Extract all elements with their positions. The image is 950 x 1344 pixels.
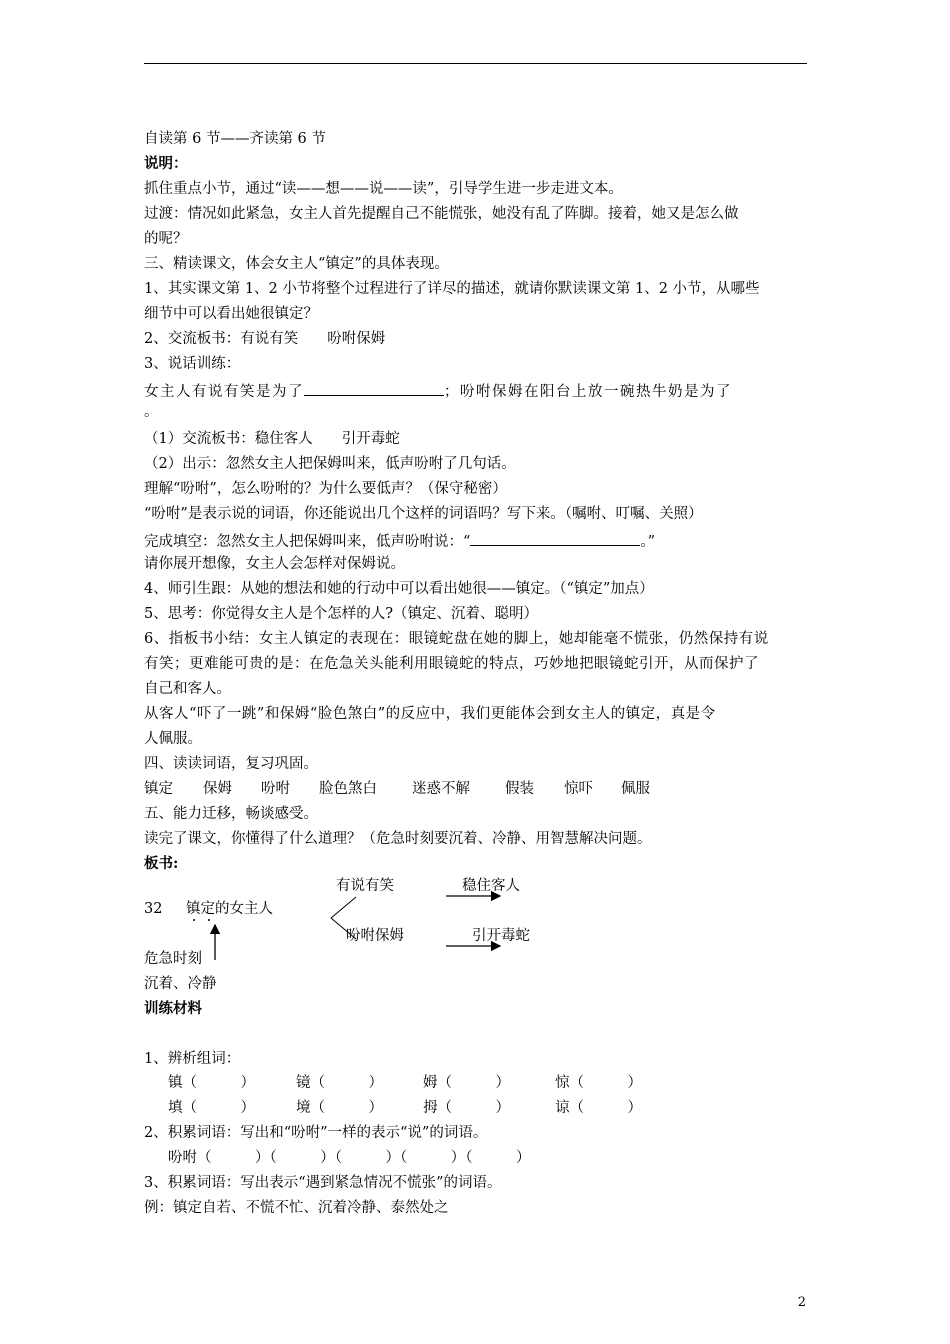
vocab-word: 佩服 xyxy=(621,781,650,797)
board-bottom-right: 引开毒蛇 xyxy=(472,928,530,944)
word-item: 境（ ） xyxy=(296,1100,383,1116)
text-line: 2、交流板书：有说有笑 吩咐保姆 xyxy=(144,331,386,347)
section-label-explanation: 说明： xyxy=(144,155,188,172)
text-line: 自读第 6 节——齐读第 6 节 xyxy=(144,131,326,147)
text-line: 。 xyxy=(144,404,159,420)
page-number: 2 xyxy=(797,1295,806,1310)
word-item: 惊（ ） xyxy=(555,1075,642,1091)
text-line: 人佩服。 xyxy=(144,731,202,747)
section-heading: 四、读读词语，复习巩固。 xyxy=(144,756,318,772)
question-1: 1、辨析组词： xyxy=(144,1051,241,1067)
section-label-board: 板书: xyxy=(144,855,179,872)
text-line: 自己和客人。 xyxy=(144,681,231,697)
vocab-word: 迷惑不解 xyxy=(412,781,470,797)
text-line: 3、说话训练： xyxy=(144,356,241,372)
fill-text-1: 女主人有说有笑是为了 xyxy=(144,384,304,400)
text-line: 有笑；更难能可贵的是：在危急关头能利用眼镜蛇的特点，巧妙地把眼镜蛇引开，从而保护了 xyxy=(144,656,759,672)
text-line: 过渡：情况如此紧急，女主人首先提醒自己不能慌张，她没有乱了阵脚。接着，她又是怎么做 xyxy=(144,206,739,222)
text-line: 抓住重点小节，通过“读——想——说——读”，引导学生进一步走进文本。 xyxy=(144,181,623,197)
vocab-word: 脸色煞白 xyxy=(319,781,377,797)
word-item: 姆（ ） xyxy=(423,1075,510,1091)
question-3-example: 例：镇定自若、不慌不忙、沉着冷静、泰然处之 xyxy=(144,1200,449,1216)
vocab-word: 镇定 xyxy=(144,781,173,797)
branch-line-up xyxy=(331,897,356,918)
text-line: 读完了课文，你懂得了什么道理？（危急时刻要沉着、冷静、用智慧解决问题。 xyxy=(144,831,652,847)
text-line: （1）交流板书：稳住客人 引开毒蛇 xyxy=(144,431,400,447)
text-line: 1、其实课文第 1、2 小节将整个过程进行了详尽的描述，就请你默读课文第 1、2 小节，从哪些 xyxy=(144,281,760,297)
fill-text-4: 。” xyxy=(640,534,656,550)
text-line: 5、思考：你觉得女主人是个怎样的人?（镇定、沉着、聪明） xyxy=(144,606,538,622)
board-bottom-left: 吩咐保姆 xyxy=(346,928,404,944)
text-line: 4、师引生跟：从她的想法和她的行动中可以看出她很——镇定。（“镇定”加点） xyxy=(144,581,654,597)
vocab-word: 假装 xyxy=(505,781,534,797)
branch-line-down xyxy=(331,918,356,939)
text-line: 的呢？ xyxy=(144,231,188,247)
question-3: 3、积累词语：写出表示“遇到紧急情况不慌张”的词语。 xyxy=(144,1175,502,1191)
word-item: 拇（ ） xyxy=(423,1100,510,1116)
word-item: 谅（ ） xyxy=(555,1100,642,1116)
word-item: 镜（ ） xyxy=(296,1075,383,1091)
vocab-word: 惊吓 xyxy=(564,781,593,797)
text-line: 6、指板书小结：女主人镇定的表现在：眼镜蛇盘在她的脚上，她却能毫不慌张，仍然保持有说 xyxy=(144,631,769,647)
word-item: 填（ ） xyxy=(168,1100,255,1116)
section-heading: 五、能力迁移，畅谈感受。 xyxy=(144,806,318,822)
text-line: 从客人“吓了一跳”和保姆“脸色煞白”的反应中，我们更能体会到女主人的镇定，真是令 xyxy=(144,706,716,722)
board-title: 镇定的女主人 xyxy=(186,901,273,917)
word-item: 镇（ ） xyxy=(168,1075,255,1091)
text-line: 细节中可以看出她很镇定？ xyxy=(144,306,318,322)
section-heading: 三、精读课文，体会女主人“镇定”的具体表现。 xyxy=(144,256,449,272)
board-below-2: 沉着、冷静 xyxy=(144,976,217,992)
board-number: 32 xyxy=(144,901,163,917)
text-line: （2）出示：忽然女主人把保姆叫来，低声吩咐了几句话。 xyxy=(144,456,516,472)
text-line: 理解“吩咐”，怎么吩咐的？为什么要低声？（保守秘密） xyxy=(144,481,507,497)
question-2-blanks: 吩咐（ ）（ ）（ ）（ ）（ ） xyxy=(168,1150,531,1166)
fill-text-3: 完成填空：忽然女主人把保姆叫来，低声吩咐说：“ xyxy=(144,534,471,550)
vocab-word: 保姆 xyxy=(203,781,232,797)
fill-text-2: ；吩咐保姆在阳台上放一碗热牛奶是为了 xyxy=(444,384,732,400)
vocab-word: 吩咐 xyxy=(261,781,290,797)
board-below-1: 危急时刻 xyxy=(144,951,202,967)
text-line: 请你展开想像，女主人会怎样对保姆说。 xyxy=(144,556,405,572)
text-line: “吩咐”是表示说的词语，你还能说出几个这样的词语吗？写下来。（嘱咐、叮嘱、关照） xyxy=(144,506,703,522)
board-top-right: 稳住客人 xyxy=(462,878,520,894)
board-top-left: 有说有笑 xyxy=(336,878,394,894)
question-2: 2、积累词语：写出和“吩咐”一样的表示“说”的词语。 xyxy=(144,1125,488,1141)
training-title: 训练材料 xyxy=(144,1000,202,1017)
